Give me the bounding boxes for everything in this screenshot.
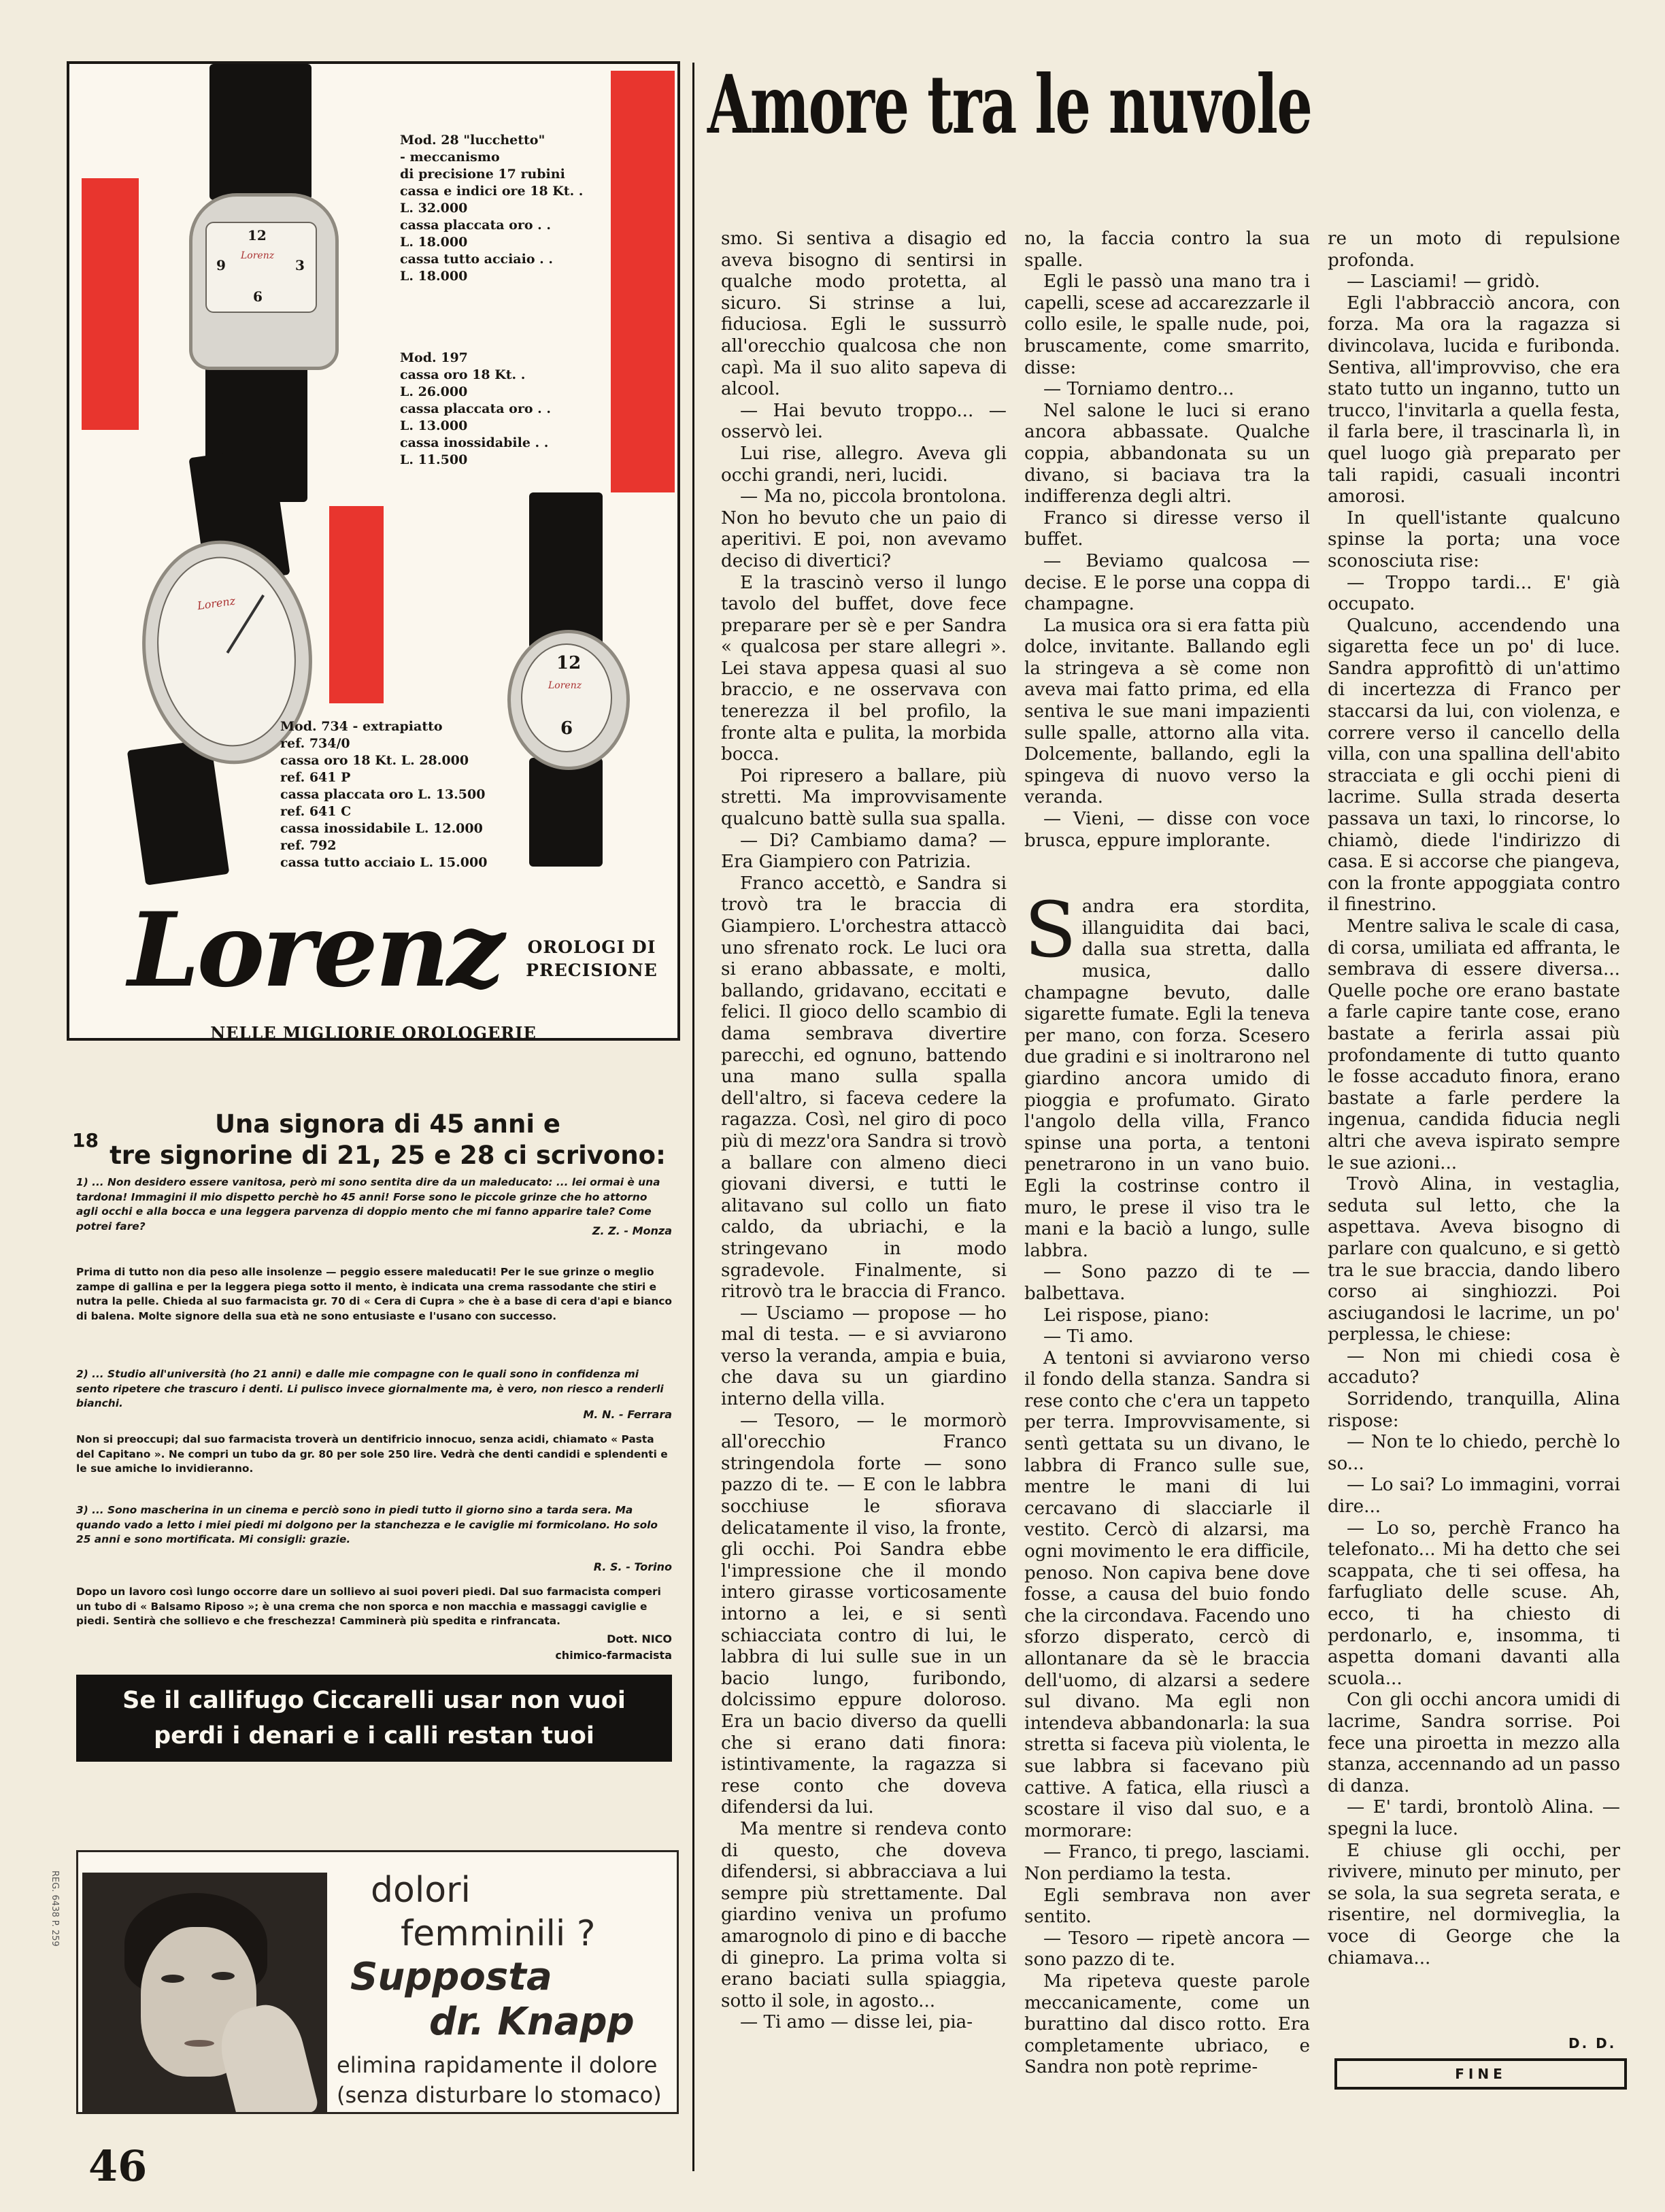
eye-shape (161, 1975, 184, 1983)
article-paragraph: Ma mentre si rendeva conto di questo, che doveva difendersi, si abbracciava a lui sempre più strettamente. Dal giardino veniva un profumo amarognolo di pino e di bacche di ginepro. La prima volta si erano baciati sulla spiaggia, sotto il sole, in agosto... (721, 1818, 1007, 2011)
pharmacist-name: Dott. NICO (607, 1632, 672, 1645)
watch-dial (521, 643, 612, 752)
cupra-heading-line1: Una signora di 45 anni e (214, 1109, 560, 1139)
article-paragraph: — Non mi chiedi cosa è accaduto? (1328, 1345, 1620, 1388)
letter-answer-3: Dopo un lavoro così lungo occorre dare un sollievo ai suoi poveri piedi. Dal suo farmacista comperi un tubo di « Balsamo Riposo »; è una crema che non sporca e non macchia e massaggi caviglie e piedi. Sentirà che sollievo e che freschezza! Camminerà più spedita e rinfrancata. (76, 1586, 661, 1627)
letter-signature-2: M. N. - Ferrara (583, 1408, 672, 1421)
article-paragraph: E chiuse gli occhi, per rivivere, minuto per minuto, per se sola, la sua segreta serata, e risentire, nel dormiveglia, la voce di George che la chiamava... (1328, 1840, 1620, 1968)
watch-strap (529, 758, 603, 867)
column-1-paragraphs (721, 229, 1007, 2034)
article-paragraph: — Usciamo — propose — ho mal di testa. — e si avviarono verso la veranda, ampia e buia, che dava su un giardino interno della villa. (721, 1303, 1007, 1410)
article-paragraph: — Lasciami! — gridò. (1347, 271, 1541, 292)
article-paragraph: A tentoni si avviarono verso il fondo della stanza. Sandra si rese conto che c'era un tappeto per terra. Improvvisamente, si sentì gettata su un divano, le labbra di Franco sulle sue, mentre le mani di lui cercavano di slacciarle il vestito. Cercò di alzarsi, ma ogni movimento le era difficile, penoso. Non capiva bene dove fosse, a causa del buio fondo che la circondava. Facendo uno sforzo disperato, cercò di allontanare da sè le braccia dell'uomo, di alzarsi a sedere sul divano. Ma egli non intendeva abbandonarla: la sua stretta si faceva più violenta, le sue labbra si facevano più cattive. A fatica, ella riuscì a scostare il viso dal suo, e a mormorare: (1024, 1347, 1310, 1841)
article-paragraph: Franco si diresse verso il buffet. (1024, 507, 1310, 550)
article-paragraph: La musica ora si era fatta più dolce, invitante. Ballando egli la stringeva a sè come non aveva mai fatto prima, ed ella sentiva le sue mani impazienti sulle spalle, attorno alla vita. Dolcemente, ballando, egli la spingeva di nuovo verso la veranda. (1024, 615, 1310, 808)
cupra-heading-line2: tre signorine di 21, 25 e 28 ci scrivono: (110, 1141, 666, 1170)
article-paragraph: E la trascinò verso il lungo tavolo del buffet, dove fece preparare per sè e per Sandra « qualcosa per stare allegri ». Lei stava appesa quasi al suo braccio, e ne osservava con tenerezza il bel profilo, la fronte alta e pulita, la morbida bocca. (721, 572, 1007, 765)
article-paragraph: — Lo so, perchè Franco ha telefonato... Mi ha detto che sei scappata, che ti sei offesa, ha farfugliato delle scuse. Ah, ecco, ti ha chiesto di perdonarlo, e, insomma, ti aspetta domani davanti alla scuola... (1328, 1518, 1620, 1689)
article-paragraph: Lui rise, allegro. Aveva gli occhi grandi, neri, lucidi. (721, 443, 1007, 486)
dial-number: 3 (295, 257, 305, 273)
article-paragraph: — Vieni, — disse con voce brusca, eppure implorante. (1024, 809, 1310, 851)
model-28-specs: Mod. 28 "lucchetto" - meccanismo di precisione 17 rubini cassa e indici ore 18 Kt. . L. 32.000 cassa placcata oro . . L. 18.000 cassa tutto acciaio . . L. 18.000 (400, 133, 584, 284)
page-number: 46 (88, 2141, 148, 2191)
column-2b-paragraphs (1024, 886, 1310, 2079)
red-accent-bar (82, 178, 139, 430)
article-column-1 (721, 229, 1007, 2034)
article-paragraph: re un moto di repulsione profonda. (1328, 229, 1620, 271)
letter-answer-2: Non si preoccupi; dal suo farmacista troverà un dentifricio innocuo, senza acidi, chiamato « Pasta del Capitano ». Ne compri un tubo da gr. 80 per sole 250 lire. Vedrà che denti candidi e splendenti e le sue amiche lo invidieranno. (76, 1433, 668, 1475)
article-paragraph: — Troppo tardi... E' già occupato. (1328, 572, 1620, 615)
letter-question-1: 1) ... Non desidero essere vanitosa, però mi sono sentita dire da un maleducato: ... lei ormai è una tardona! Immagini il mio dispetto perchè ho 45 anni! Forse sono le piccole grinze che ho attorno agli occhi e alla bocca e una leggera parvenza di doppio mento che mi fanno apparire tale? Come potrei fare? (76, 1176, 660, 1233)
model-197-specs: Mod. 197 cassa oro 18 Kt. . L. 26.000 cassa placcata oro . . L. 13.000 cassa inossidabile . . L. 11.500 (400, 350, 551, 467)
article-paragraph: Franco accettò, e Sandra si trovò tra le braccia di Giampiero. L'orchestra attaccò uno sfrenato rock. Le luci ora si erano abbassate, e molti, ballando, gridavano, eccitati e felici. Il gioco dello scambio di dama sembrava divertire parecchi, ed ognuno, battendo una mano sulla spalla dell'altro, si faceva cedere la ragazza. Così, nel giro di poco più di mezz'ora Sandra si trovò a ballare con almeno dieci giovani diversi, e tutti le alitavano sul collo un fiato caldo, da ubriachi, e la stringevano in modo sgradevole. Finalmente, si ritrovò tra le braccia di Franco. (721, 873, 1007, 1303)
article-paragraph: Sorridendo, tranquilla, Alina rispose: (1328, 1389, 1620, 1431)
dial-brand: Lorenz (196, 594, 237, 613)
knapp-line4: dr. Knapp (429, 2000, 635, 2044)
article-paragraph: — Franco, ti prego, lasciami. Non perdiamo la testa. (1024, 1842, 1310, 1884)
article-paragraph: — Hai bevuto troppo... — osservò lei. (721, 400, 1007, 443)
column-rule (692, 63, 694, 2171)
article-paragraph: — Ti amo. (1043, 1326, 1134, 1347)
mouth-shape (184, 2040, 214, 2047)
dial-number: 12 (248, 227, 267, 244)
article-paragraph: Ma ripeteva queste parole meccanicamente, come un burattino dal disco rotto. Era completamente ubriaco, e Sandra non potè reprime- (1024, 1971, 1310, 2078)
article-paragraph: Qualcuno, accendendo una sigaretta fece un po' di luce. Sandra approfittò di un'attimo di incertezza di Franco per staccarsi da lui, con violenza, e correre verso il cancello della villa, con una spallina dell'abito stracciata e gli occhi pieni di lacrime. Sulla strada deserta passava un taxi, lo rincorse, lo chiamò, diede l'indirizzo di casa. E si accorse che piangeva, con la fronte appoggiata contro il finestrino. (1328, 615, 1620, 916)
red-accent-bar (329, 506, 384, 703)
article-paragraph: Nel salone le luci si erano ancora abbassate. Qualche coppia, abbandonata su un divano, si baciava tra la indifferenza degli altri. (1024, 400, 1310, 507)
lorenz-footer: NELLE MIGLIORIE OROLOGERIE (210, 1023, 537, 1043)
model-734-specs: Mod. 734 - extrapiatto ref. 734/0 cassa oro 18 Kt. L. 28.000 ref. 641 P cassa placcata oro L. 13.500 ref. 641 C cassa inossidabile L. 12.000 ref. 792 cassa tutto acciaio L. 15.000 (280, 719, 488, 870)
article-paragraph: Mentre saliva le scale di casa, di corsa, umiliata ed affranta, le sembrava di essere diversa... Quelle poche ore erano bastate a farle capire tante cose, erano bastate a ferirla assai più profondamente di tutto quanto le fosse accaduto finora, erano bastate a farle perdere la ingenua, candida fiducia negli altri che aveva ispirato sempre le sue azioni... (1328, 916, 1620, 1173)
cupra-heading (102, 1109, 673, 1171)
article-paragraph: — Tesoro, — le mormorò all'orecchio Franco stringendola forte — sono pazzo di te. — E con le labbra socchiuse le sfiorava delicatamente il viso, la fronte, gli occhi. Poi Sandra ebbe l'impressione che il mondo intero girasse vorticosamente intorno a lei, e si sentì schiacciata contro di lui, le labbra di lui sulle sue in un bacio lungo, furibondo, dolcissimo eppure doloroso. Era un bacio diverso da quelli che si erano dati finora: istintivamente, la ragazza si rese conto che doveva difendersi da lui. (721, 1410, 1007, 1818)
article-column-3 (1328, 229, 1620, 1969)
woman-photo (82, 1873, 327, 2112)
dial-number: 9 (216, 257, 226, 273)
ciccarelli-line1: Se il callifugo Ciccarelli usar non vuoi (122, 1687, 626, 1714)
article-paragraph: In quell'istante qualcuno spinse la porta; una voce sconosciuta rise: (1328, 507, 1620, 571)
article-paragraph: — Non te lo chiedo, perchè lo so... (1328, 1432, 1620, 1474)
ad-page-ref: 18 (72, 1129, 99, 1152)
dial-number: 12 (556, 653, 582, 673)
registration-note: REG. 6438 P. 259 (50, 1871, 60, 1947)
watch-dial (205, 222, 317, 313)
article-paragraph: — Ti amo — disse lei, pia- (740, 2012, 973, 2033)
dial-number: 6 (560, 718, 573, 739)
red-accent-bar (611, 71, 675, 492)
ciccarelli-banner (76, 1675, 672, 1762)
drop-cap: S (1024, 886, 1077, 975)
letter-signature-1: Z. Z. - Monza (592, 1224, 672, 1237)
knapp-line6: (senza disturbare lo stomaco) (337, 2082, 662, 2108)
knapp-ad (76, 1850, 679, 2114)
lorenz-logo: Lorenz (128, 890, 503, 1010)
watch-strap (529, 492, 603, 649)
article-paragraph: smo. Si sentiva a disagio ed aveva bisogno di sentirsi in qualche modo protetta, al sicuro. Si strinse a lui, fiduciosa. Egli le sussurrò all'orecchio qualcosa che non capì. Ma il suo alito sapeva di alcool. (721, 229, 1007, 400)
dial-number: 6 (253, 288, 263, 305)
article-paragraph: Con gli occhi ancora umidi di lacrime, Sandra sorrise. Poi fece una piroetta in mezzo alla stanza, accennando ad un passo di danza. (1328, 1690, 1620, 1796)
story-title: Amore tra le nuvole (707, 57, 1312, 152)
article-paragraph: — Tesoro — ripetè ancora — sono pazzo di te. (1024, 1928, 1310, 1971)
article-paragraph: Egli sembrava non aver sentito. (1024, 1885, 1310, 1928)
article-paragraph: Poi ripresero a ballare, più stretti. Ma improvvisamente qualcuno battè sulla sua spalla. (721, 765, 1007, 830)
knapp-line5: elimina rapidamente il dolore (337, 2052, 658, 2078)
article-paragraph: — Torniamo dentro... (1043, 379, 1234, 400)
letter-question-3: 3) ... Sono mascherina in un cinema e perciò sono in piedi tutto il giorno sino a tarda sera. Ma quando vado a letto i miei piedi mi dolgono per la stanchezza e le caviglie mi formicolano. Ho solo 25 anni e sono mortificata. Mi consigli: grazie. (76, 1504, 658, 1545)
column-2-section (1024, 886, 1310, 2079)
dial-brand: Lorenz (548, 680, 582, 691)
dial-brand: Lorenz (241, 250, 275, 261)
article-paragraph: — Beviamo qualcosa — decise. E le porse una coppa di champagne. (1024, 550, 1310, 615)
letter-answer-1: Prima di tutto non dia peso alle insolenze — peggio essere maleducati! Per le sue grinze o meglio zampe di gallina e per la leggera piega sotto il mento, è indicata una crema rassodante che stiri e nutra la pelle. Chieda al suo farmacista gr. 70 di « Cera di Cupra » che è a base di cera d'api e bianco di balena. Molte signore della sua età ne sono entusiaste e l'usano con successo. (76, 1266, 673, 1322)
column-2-paragraphs (1024, 229, 1310, 852)
article-paragraph: Egli l'abbracciò ancora, con forza. Ma ora la ragazza si divincolava, lucida e furibonda. Sentiva, all'improvviso, che era stato tutto un inganno, tutto un trucco, l'invitarla a quella festa, il farla bere, il trascinarla lì, in quel luogo già preparato per tali rapidi, casuali incontri amorosi. (1328, 292, 1620, 507)
article-paragraph: Trovò Alina, in vestaglia, seduta sul letto, che la aspettava. Aveva bisogno di parlare con qualcuno, e si gettò tra le sue braccia, dando libero corso ai singhiozzi. Poi asciugandosi le lacrime, un po' perplessa, le chiese: (1328, 1174, 1620, 1345)
article-paragraph: — Ma no, piccola brontolona. Non ho bevuto che un paio di aperitivi. E poi, non avevamo deciso di divertici? (721, 486, 1007, 571)
letter-signature-3: R. S. - Torino (593, 1560, 672, 1573)
end-marker: FINE (1334, 2058, 1627, 2090)
column-3-paragraphs (1328, 229, 1620, 1969)
article-paragraph: andra era stordita, illanguidita dai baci, dalla sua stretta, dalla musica, dallo champagne bevuto, dalle sigarette fumate. Egli la teneva per mano, con forza. Scesero due gradini e si inoltrarono nel giardino ancora umido di pioggia e profumato. Girato l'angolo della villa, Franco spinse una porta, a tentoni penetrarono in un vano buio. Egli la costrinse contro il muro, le prese il viso tra le mani e la baciò a lungo, sulle labbra. (1024, 896, 1310, 1261)
article-paragraph: Lei rispose, piano: (1043, 1305, 1210, 1326)
article-paragraph: — Sono pazzo di te — balbettava. (1024, 1262, 1310, 1304)
article-paragraph: — Lo sai? Lo immagini, vorrai dire... (1328, 1475, 1620, 1518)
ciccarelli-line2: perdi i denari e i calli restan tuoi (154, 1722, 594, 1749)
watch-strap (209, 64, 312, 200)
knapp-line1: dolori (371, 1870, 471, 1911)
eye-shape (212, 1972, 235, 1980)
article-paragraph: no, la faccia contro la sua spalle. (1024, 229, 1310, 271)
letter-question-2: 2) ... Studio all'università (ho 21 anni) e dalle mie compagne con le quali sono in confidenza mi sento ripetere che trascuro i denti. Li pulisco invece giornalmente ma, è vero, non riesco a renderli bianchi. (76, 1368, 664, 1409)
lorenz-watch-ad (67, 61, 680, 1041)
lorenz-tagline: OROLOGI DI PRECISIONE (526, 937, 658, 980)
article-paragraph: Egli le passò una mano tra i capelli, scese ad accarezzarle il collo esile, le spalle nude, poi, bruscamente, come smarrito, disse: (1024, 271, 1310, 378)
knapp-line3: Supposta (350, 1955, 552, 1999)
article-column-2 (1024, 229, 1310, 2079)
pharmacist-title: chimico-farmacista (555, 1649, 672, 1662)
article-paragraph: — Di? Cambiamo dama? — Era Giampiero con Patrizia. (721, 830, 1007, 873)
article-paragraph: — E' tardi, brontolò Alina. — spegni la luce. (1328, 1797, 1620, 1839)
author-initials: D. D. (1568, 2035, 1617, 2051)
knapp-line2: femminili ? (401, 1913, 596, 1954)
